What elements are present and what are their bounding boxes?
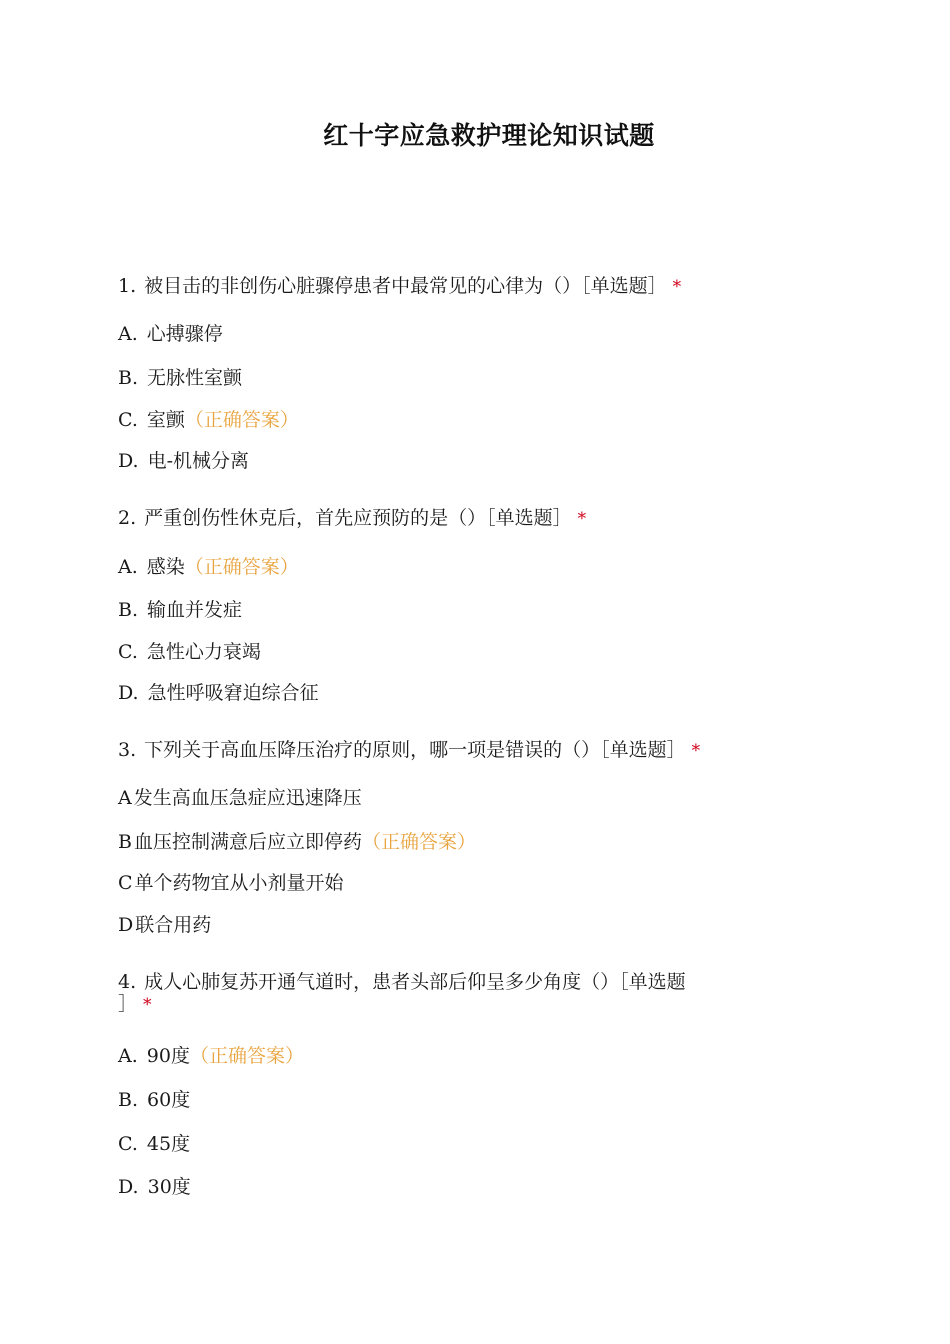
option-2d xyxy=(118,682,319,705)
option-text: 30度 xyxy=(147,1176,191,1198)
option-text: 单个药物宜从小剂量开始 xyxy=(134,872,344,894)
option-letter: C. xyxy=(118,641,138,663)
option-letter: C. xyxy=(118,409,138,431)
option-3b xyxy=(118,831,476,854)
option-2c xyxy=(118,641,261,664)
option-text: 45度 xyxy=(146,1133,191,1155)
option-text: 90度 xyxy=(146,1045,190,1067)
option-text: 联合用药 xyxy=(135,914,212,936)
option-4a xyxy=(118,1045,304,1068)
option-1c xyxy=(118,409,299,432)
option-letter: D xyxy=(118,914,134,936)
correct-answer-mark: （正确答案） xyxy=(184,409,299,431)
option-text: 无脉性室颤 xyxy=(147,367,243,389)
option-letter: C. xyxy=(118,1133,138,1155)
option-letter: B xyxy=(118,831,132,853)
required-mark: * xyxy=(577,509,587,529)
option-text: 血压控制满意后应立即停药 xyxy=(133,831,362,853)
question-3 xyxy=(118,739,740,763)
option-letter: B. xyxy=(118,1089,139,1111)
question-number: 3. xyxy=(118,739,137,761)
question-4-continued xyxy=(118,993,740,1017)
required-mark: * xyxy=(672,277,682,297)
option-4c xyxy=(118,1133,190,1156)
option-letter: B. xyxy=(118,367,139,389)
option-text: 室颤 xyxy=(146,409,185,431)
correct-answer-mark: （正确答案） xyxy=(189,1045,304,1067)
option-2b xyxy=(118,599,242,622)
option-letter: C xyxy=(118,872,133,894)
question-text: 下列关于高血压降压治疗的原则，哪一项是错误的（）［单选题］ xyxy=(144,739,686,761)
option-text: 心搏骤停 xyxy=(146,323,223,345)
option-1b xyxy=(118,367,242,390)
question-text: 成人心肺复苏开通气道时，患者头部后仰呈多少角度（）［单选题 xyxy=(144,971,686,993)
question-text-continued: ］ xyxy=(118,993,138,1015)
correct-answer-mark: （正确答案） xyxy=(184,556,299,578)
option-4b xyxy=(118,1089,190,1112)
option-letter: A. xyxy=(118,1045,138,1067)
option-2a xyxy=(118,556,299,579)
option-text: 60度 xyxy=(147,1089,191,1111)
option-1d xyxy=(118,450,249,473)
option-text: 发生高血压急症应迅速降压 xyxy=(133,787,362,809)
question-text: 被目击的非创伤心脏骤停患者中最常见的心律为（）［单选题］ xyxy=(144,275,667,297)
required-mark: * xyxy=(691,741,701,761)
option-letter: D. xyxy=(118,1176,139,1198)
question-number: 2. xyxy=(118,507,137,529)
option-letter: A. xyxy=(118,323,138,345)
option-text: 感染 xyxy=(146,556,185,578)
option-text: 急性心力衰竭 xyxy=(146,641,261,663)
option-letter: A xyxy=(118,787,132,809)
question-number: 4. xyxy=(118,971,137,993)
required-mark: * xyxy=(143,995,152,1015)
option-letter: A. xyxy=(118,556,138,578)
option-text: 输血并发症 xyxy=(147,599,243,621)
question-4 xyxy=(118,971,740,994)
correct-answer-mark: （正确答案） xyxy=(361,831,476,853)
option-text: 急性呼吸窘迫综合征 xyxy=(147,682,319,704)
option-3c xyxy=(118,872,344,895)
question-number: 1. xyxy=(118,275,137,297)
question-text: 严重创伤性休克后，首先应预防的是（）［单选题］ xyxy=(144,507,572,529)
question-2 xyxy=(118,507,740,531)
question-1 xyxy=(118,275,740,299)
option-1a xyxy=(118,323,223,346)
option-3a xyxy=(118,787,362,810)
option-letter: B. xyxy=(118,599,139,621)
option-3d xyxy=(118,914,211,937)
option-4d xyxy=(118,1176,191,1199)
option-letter: D. xyxy=(118,682,139,704)
option-letter: D. xyxy=(118,450,139,472)
option-text: 电-机械分离 xyxy=(147,450,250,472)
page-title: 红十字应急救护理论知识试题 xyxy=(323,121,655,150)
